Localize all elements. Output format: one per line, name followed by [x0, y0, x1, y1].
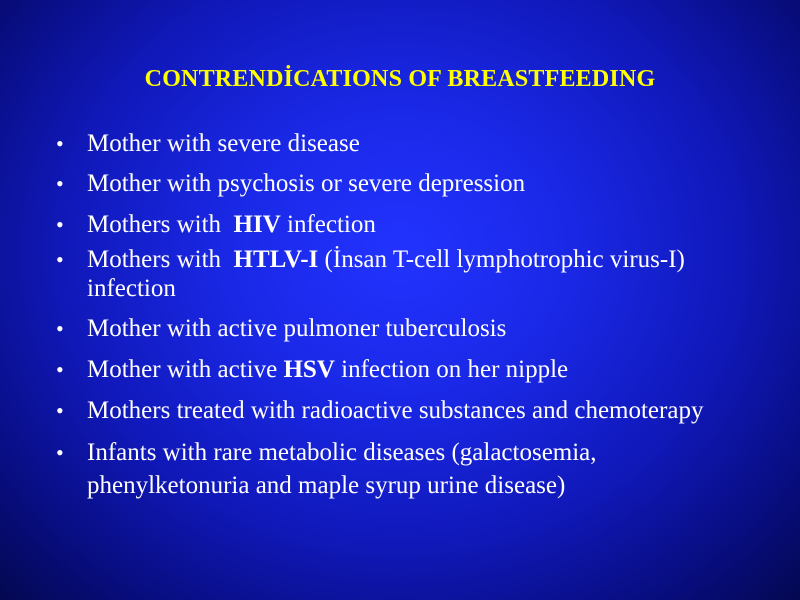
list-item: [56, 128, 756, 159]
item-bold-text: HTLV-I: [233, 246, 319, 273]
bullet-icon: •: [56, 398, 64, 423]
list-item: [56, 394, 756, 427]
item-bold-text: HSV: [283, 356, 335, 383]
list-item: [56, 436, 756, 502]
item-text: Mother with severe disease: [87, 130, 360, 157]
bullet-icon: •: [56, 171, 64, 196]
bullet-list: [56, 128, 756, 502]
bullet-icon: •: [56, 131, 64, 156]
item-bold-text: HIV: [233, 211, 281, 238]
item-text: Mothers with: [87, 246, 234, 273]
item-text: Mother with psychosis or severe depression: [87, 170, 526, 197]
list-item: [56, 313, 756, 344]
list-item: [56, 209, 756, 240]
item-text: Mothers treated with radioactive substances and chemoterapy: [87, 397, 704, 424]
item-text: Mother with active pulmoner tuberculosis: [87, 315, 507, 342]
slide-title: CONTRENDİCATIONS OF BREASTFEEDING: [144, 66, 656, 92]
list-item: [56, 245, 756, 303]
bullet-icon: •: [56, 212, 64, 237]
list-item: [56, 354, 756, 385]
list-item: [56, 168, 756, 199]
item-text-suffix: infection on her nipple: [334, 356, 569, 383]
bullet-icon: •: [56, 316, 64, 341]
item-text-suffix: infection: [280, 211, 376, 238]
item-text-suffix: (İnsan T-cell lymphotrophic virus-I) infection: [87, 246, 685, 302]
bullet-icon: •: [56, 357, 64, 382]
item-text: Mother with active: [87, 356, 284, 383]
bullet-icon: •: [56, 440, 64, 465]
item-text: Infants with rare metabolic diseases (galactosemia, phenylketonuria and maple syrup urine disease): [87, 439, 597, 499]
bullet-icon: •: [56, 247, 64, 272]
item-text: Mothers with: [87, 211, 234, 238]
